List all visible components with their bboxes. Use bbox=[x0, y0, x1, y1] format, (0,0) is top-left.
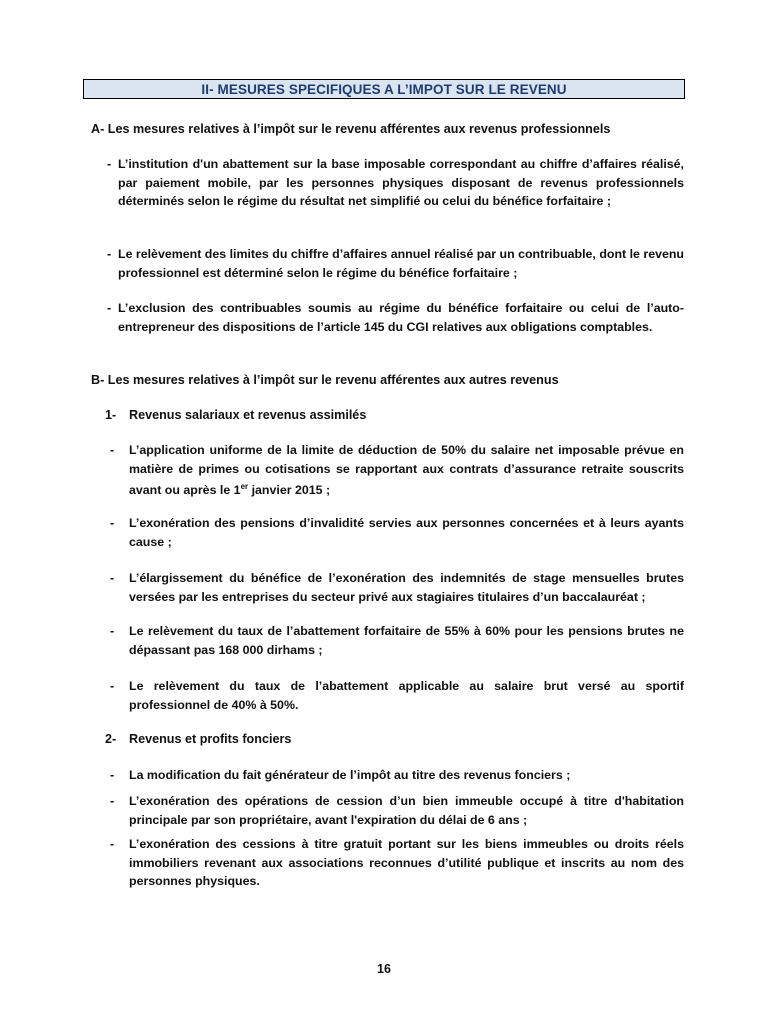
dash-marker: - bbox=[110, 768, 115, 782]
page-number: 16 bbox=[377, 962, 391, 976]
dash-marker: - bbox=[110, 794, 115, 808]
subsection-1-title: Revenus salariaux et revenus assimilés bbox=[129, 408, 367, 422]
dash-marker: - bbox=[110, 443, 115, 457]
section-a-bullet-1: L’institution d'un abattement sur la base imposable correspondant au chiffre d’affaires réalisé, par paiement mobile, par les personnes physiques disposant de revenus professionnels déterminés selon le régime du résultat net simplifié ou celui du bénéfice forfaitaire ; bbox=[118, 157, 684, 209]
dash-marker: - bbox=[110, 679, 115, 693]
subsection-1-number: 1- bbox=[105, 408, 117, 422]
subsection-1-bullet-3: L’élargissement du bénéfice de l’exonération des indemnités de stage mensuelles brutes versées par les entreprises du secteur privé aux stagiaires titulaires d’un baccalauréat ; bbox=[129, 571, 684, 604]
subsection-1-bullet-5: Le relèvement du taux de l’abattement applicable au salaire brut versé au sportif professionnel de 40% à 50%. bbox=[129, 679, 684, 712]
section-a-heading: A- Les mesures relatives à l’impôt sur le revenu afférentes aux revenus professionnels bbox=[91, 122, 611, 136]
dash-marker: - bbox=[110, 571, 115, 585]
dash-marker: - bbox=[110, 837, 115, 851]
subsection-1-bullet-4: Le relèvement du taux de l’abattement forfaitaire de 55% à 60% pour les pensions brutes ne dépassant pas 168 000 dirhams ; bbox=[129, 624, 684, 657]
subsection-1-bullet-1: L’application uniforme de la limite de déduction de 50% du salaire net imposable prévue en matière de primes ou cotisations se rapportant aux contrats d’assurance retraite souscrits avant ou après le 1er janvier 2015 ; bbox=[129, 443, 684, 498]
section-b-heading: B- Les mesures relatives à l’impôt sur le revenu afférentes aux autres revenus bbox=[91, 373, 559, 387]
section-title-box bbox=[83, 79, 685, 99]
subsection-2-number: 2- bbox=[105, 732, 117, 746]
dash-marker: - bbox=[107, 247, 112, 261]
dash-marker: - bbox=[110, 624, 115, 638]
subsection-1-bullet-2: L’exonération des pensions d’invalidité servies aux personnes concernées et à leurs ayants cause ; bbox=[129, 516, 684, 549]
subsection-2-title: Revenus et profits fonciers bbox=[129, 732, 292, 746]
dash-marker: - bbox=[107, 301, 112, 315]
subsection-2-bullet-1: La modification du fait générateur de l’impôt au titre des revenus fonciers ; bbox=[129, 768, 571, 782]
section-a-bullet-2: Le relèvement des limites du chiffre d’affaires annuel réalisé par un contribuable, dont le revenu professionnel est déterminé selon le régime du bénéfice forfaitaire ; bbox=[118, 247, 685, 280]
dash-marker: - bbox=[107, 157, 112, 171]
subsection-2-bullet-2: L’exonération des opérations de cession d’un bien immeuble occupé à titre d'habitation principale par son propriétaire, avant l'expiration du délai de 6 ans ; bbox=[129, 794, 684, 827]
dash-marker: - bbox=[110, 516, 115, 530]
section-a-bullet-3: L’exclusion des contribuables soumis au régime du bénéfice forfaitaire ou celui de l’auto-entrepreneur des dispositions de l’article 145 du CGI relatives aux obligations comptables. bbox=[118, 301, 684, 334]
section-title: II- MESURES SPECIFIQUES A L’IMPOT SUR LE REVENU bbox=[201, 81, 567, 97]
subsection-2-bullet-3: L’exonération des cessions à titre gratuit portant sur les biens immeubles ou droits réels immobiliers revenant aux associations reconnues d’utilité publique et inscrits au nom des personnes physiques. bbox=[129, 837, 684, 889]
